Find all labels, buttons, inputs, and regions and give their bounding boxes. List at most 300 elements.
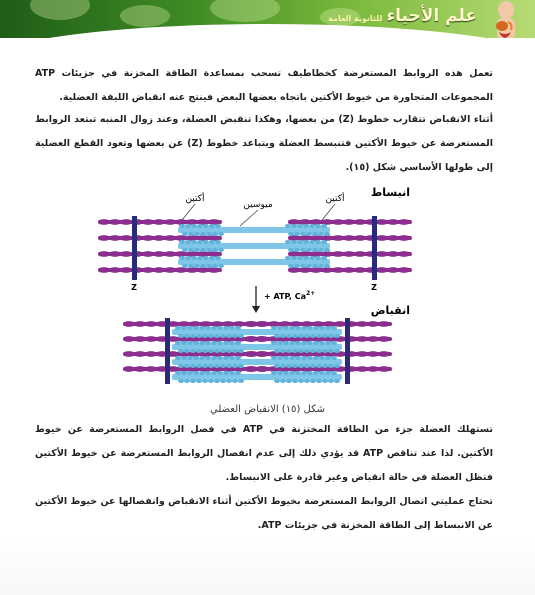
actin-filament-bead (145, 321, 157, 327)
myosin-filament-head (309, 256, 315, 260)
actin-filament-bead (123, 321, 135, 327)
myosin-filament-head (188, 232, 194, 236)
actin-filament-bead (387, 251, 399, 257)
actin-filament-bead (123, 336, 135, 342)
myosin-filament-head (187, 356, 193, 360)
actin-filament-bead (378, 336, 390, 342)
myosin-filament-head (178, 334, 184, 338)
myosin-filament-head (309, 240, 315, 244)
myosin-filament-head (325, 326, 331, 330)
actin-filament-bead (398, 219, 410, 225)
myosin-filament-head (200, 248, 206, 252)
myosin-filament-head (191, 256, 197, 260)
myosin-filament-head (304, 349, 310, 353)
z-line-left-relaxed (132, 216, 137, 280)
myosin-filament-head (202, 349, 208, 353)
myosin-filament-head (193, 371, 199, 375)
myosin-filament-head (289, 341, 295, 345)
actin-filament-bead (98, 267, 110, 273)
myosin-filament-head (218, 232, 224, 236)
myosin-filament-head (193, 341, 199, 345)
myosin-filament-head (178, 349, 184, 353)
myosin-filament-head (232, 379, 238, 383)
myosin-filament-head (203, 224, 209, 228)
myosin-filament-head (316, 379, 322, 383)
myosin-filament-head (283, 341, 289, 345)
myosin-filament-head (277, 326, 283, 330)
myosin-filament-head (319, 326, 325, 330)
myosin-filament-head (232, 364, 238, 368)
myosin-filament-head (215, 240, 221, 244)
myosin-pointer (240, 210, 258, 226)
myosin-filament-head (193, 356, 199, 360)
contracted-sarcomere (123, 318, 390, 384)
myosin-filament-head (211, 326, 217, 330)
myosin-filament-head (307, 341, 313, 345)
book-title: علم الأحياء (386, 6, 477, 26)
actin-filament-bead (376, 267, 388, 273)
actin-filament-bead (142, 235, 154, 241)
myosin-filament-head (197, 256, 203, 260)
figure-caption: شكل (١٥) الانقباض العضلي (209, 404, 325, 415)
actin-filament-bead (246, 366, 258, 372)
myosin-filament-head (182, 248, 188, 252)
myosin-filament-head (301, 341, 307, 345)
myosin-filament-head (318, 264, 324, 268)
myosin-filament-head (285, 240, 291, 244)
actin-filament-bead (246, 321, 258, 327)
myosin-filament-head (304, 334, 310, 338)
myosin-filament-head (185, 240, 191, 244)
myosin-filament-head (214, 334, 220, 338)
actin-filament-bead (109, 219, 121, 225)
actin-filament-bead (332, 235, 344, 241)
myosin-filament-head (212, 248, 218, 252)
actin-filament-bead (376, 235, 388, 241)
actin-filament-bead (134, 321, 146, 327)
actin-filament-bead (246, 351, 258, 357)
myosin-filament-head (220, 364, 226, 368)
actin-filament-bead (175, 219, 187, 225)
actin-filament-bead (164, 235, 176, 241)
myosin-filament-head (277, 371, 283, 375)
myosin-filament-head (215, 224, 221, 228)
myosin-filament-head (217, 356, 223, 360)
myosin-filament-head (211, 356, 217, 360)
myosin-filament-head (232, 334, 238, 338)
myosin-filament-head (310, 334, 316, 338)
actin-filament-bead (343, 235, 355, 241)
myosin-filament-head (211, 371, 217, 375)
myosin-filament-head (289, 326, 295, 330)
myosin-filament-head (232, 349, 238, 353)
myosin-filament-head (218, 248, 224, 252)
actin-filament-bead (109, 267, 121, 273)
myosin-filament-head (297, 240, 303, 244)
z-label-left: Z (131, 283, 137, 292)
myosin-filament-head (298, 349, 304, 353)
leaf-decoration (210, 0, 280, 22)
actin-filament-bead (288, 267, 300, 273)
actin-filament-bead (354, 219, 366, 225)
myosin-filament-head (300, 248, 306, 252)
myosin-filament-head (199, 356, 205, 360)
myosin-filament-head (300, 232, 306, 236)
myosin-filament-head (288, 232, 294, 236)
myosin-filament-head (175, 341, 181, 345)
myosin-filament-head (202, 364, 208, 368)
paragraph-1: تعمل هذه الروابط المستعرضة كخطاطيف تسحب بمساعدة الطاقة المخزنة في جزيئات ATP المجموعات المتجاورة من خيوط الأكتين باتجاه بعضها البعض فينتج عنه انقباض الليفة العضلية. (35, 68, 493, 103)
myosin-filament-head (196, 364, 202, 368)
myosin-filament-head (289, 371, 295, 375)
actin-filament-bead (367, 336, 379, 342)
myosin-filament-head (321, 256, 327, 260)
myosin-filament-head (321, 240, 327, 244)
myosin-filament-head (313, 371, 319, 375)
myosin-filament-head (291, 224, 297, 228)
myosin-filament-head (208, 334, 214, 338)
myosin-filament-head (197, 224, 203, 228)
myosin-filament-head (175, 326, 181, 330)
myosin-filament-head (324, 248, 330, 252)
myosin-filament-head (334, 334, 340, 338)
actin-filament-bead (356, 321, 368, 327)
myosin-filament-head (226, 334, 232, 338)
actin-filament-bead (398, 267, 410, 273)
myosin-filament-head (200, 232, 206, 236)
actin-filament-bead (301, 321, 313, 327)
myosin-filament-head (187, 371, 193, 375)
actin-filament-bead (197, 219, 209, 225)
myosin-filament-head (313, 326, 319, 330)
actin-filament-bead (376, 251, 388, 257)
page-header (0, 0, 535, 38)
myosin-filament-head (203, 256, 209, 260)
myosin-filament-head (303, 240, 309, 244)
myosin-filament-head (277, 341, 283, 345)
myosin-filament-head (292, 379, 298, 383)
actin-filament-bead (120, 267, 132, 273)
myosin-filament-head (322, 349, 328, 353)
myosin-filament-head (328, 334, 334, 338)
myosin-filament-head (238, 379, 244, 383)
myosin-filament-head (187, 326, 193, 330)
reagent-label: + ATP, $Ca^{2+}$ (264, 290, 316, 301)
myosin-filament-head (298, 379, 304, 383)
myosin-filament-head (229, 326, 235, 330)
actin-filament-bead (120, 219, 132, 225)
myosin-filament-head (331, 356, 337, 360)
myosin-filament-head (175, 371, 181, 375)
myosin-filament-head (194, 264, 200, 268)
actin-filament-bead (356, 351, 368, 357)
actin-filament-bead (153, 251, 165, 257)
myosin-filament-head (300, 264, 306, 268)
actin-filament-bead (387, 267, 399, 273)
myosin-filament-head (321, 224, 327, 228)
paragraph-4: تحتاج عمليتي اتصال الروابط المستعرضة بخيوط الأكتين أثناء الانقباض وانفصالها عن خيوط الأكتين عن الانبساط إلى الطاقة المخزنة في جزيئات ATP. (35, 496, 493, 531)
myosin-filament-head (291, 256, 297, 260)
brand (328, 6, 477, 26)
myosin-filament-head (235, 371, 241, 375)
myosin-filament-head (208, 379, 214, 383)
actin-filament-bead (387, 235, 399, 241)
myosin-filament-head (303, 256, 309, 260)
myosin-filament-head (212, 264, 218, 268)
myosin-filament-head (179, 256, 185, 260)
myosin-filament-head (295, 356, 301, 360)
myosin-filament-head (181, 356, 187, 360)
myosin-filament-head (184, 364, 190, 368)
myosin-filament-head (223, 326, 229, 330)
actin-filament-bead (343, 267, 355, 273)
myosin-filament-head (291, 240, 297, 244)
myosin-filament-head (178, 379, 184, 383)
actin-pointer-right (322, 204, 335, 220)
actin-filament-bead (376, 219, 388, 225)
myosin-filament-head (283, 371, 289, 375)
myosin-filament-head (334, 364, 340, 368)
myosin-filament-head (214, 364, 220, 368)
myosin-filament-head (328, 364, 334, 368)
z-line-right-relaxed (372, 216, 377, 280)
actin-filament-bead (332, 251, 344, 257)
myosin-filament-head (285, 224, 291, 228)
myosin-filament-head (289, 356, 295, 360)
myosin-filament-head (315, 256, 321, 260)
myosin-filament-head (182, 264, 188, 268)
contracted-label: انقباض (370, 304, 410, 317)
myosin-filament-head (297, 224, 303, 228)
myosin-filament-head (206, 248, 212, 252)
myosin-filament-head (206, 264, 212, 268)
actin-filament-bead (354, 235, 366, 241)
myosin-filament-head (312, 232, 318, 236)
actin-filament-bead (257, 366, 269, 372)
myosin-filament-head (188, 264, 194, 268)
myosin-filament-head (205, 341, 211, 345)
myosin-filament-head (315, 224, 321, 228)
actin-filament-bead (343, 251, 355, 257)
actin-filament-bead (123, 366, 135, 372)
myosin-filament-head (187, 341, 193, 345)
myosin-filament-head (202, 334, 208, 338)
actin-filament-bead (164, 267, 176, 273)
myosin-filament-head (229, 341, 235, 345)
myosin-filament-head (292, 349, 298, 353)
header-curve (0, 24, 535, 38)
myosin-filament-head (295, 341, 301, 345)
actin-filament-bead (257, 351, 269, 357)
myosin-filament-head (306, 232, 312, 236)
actin-label-left: أكتين (185, 194, 205, 204)
myosin-filament-head (211, 341, 217, 345)
myosin-filament-head (229, 356, 235, 360)
actin-label-right: أكتين (325, 194, 345, 204)
myosin-filament-head (304, 379, 310, 383)
myosin-filament-head (271, 356, 277, 360)
myosin-filament-head (185, 224, 191, 228)
actin-filament-bead (120, 235, 132, 241)
myosin-filament-head (179, 240, 185, 244)
actin-filament-bead (142, 251, 154, 257)
muscle-contraction-figure (90, 186, 520, 408)
leaf-decoration (120, 5, 170, 27)
myosin-filament-head (208, 349, 214, 353)
myosin-filament-head (280, 364, 286, 368)
myosin-filament-head (226, 349, 232, 353)
myosin-filament-head (306, 264, 312, 268)
myosin-filament-head (301, 356, 307, 360)
myosin-filament-head (288, 264, 294, 268)
myosin-filament-head (316, 364, 322, 368)
myosin-filament-head (304, 364, 310, 368)
myosin-filament-head (294, 248, 300, 252)
relaxed-label: انبساط (370, 186, 410, 199)
book-subtitle: للثانوية العامة (328, 14, 383, 23)
myosin-filament-head (184, 334, 190, 338)
myosin-filament-head (194, 232, 200, 236)
myosin-filament-head (271, 341, 277, 345)
myosin-filament-head (306, 248, 312, 252)
myosin-filament-head (295, 326, 301, 330)
actin-filament-bead (134, 366, 146, 372)
myosin-filament-head (181, 341, 187, 345)
actin-filament-bead (98, 219, 110, 225)
myosin-filament-head (191, 240, 197, 244)
myosin-filament-head (214, 349, 220, 353)
myosin-filament-head (322, 379, 328, 383)
actin-filament-bead (233, 321, 245, 327)
myosin-filament-head (194, 248, 200, 252)
myosin-filament-head (316, 334, 322, 338)
myosin-filament-head (274, 364, 280, 368)
myosin-filament-head (294, 264, 300, 268)
myosin-filament-head (196, 349, 202, 353)
myosin-filament-head (218, 264, 224, 268)
myosin-filament-head (190, 379, 196, 383)
myosin-filament-head (277, 356, 283, 360)
actin-filament-bead (334, 321, 346, 327)
myosin-filament-head (235, 356, 241, 360)
actin-pointer-left (182, 204, 195, 220)
myosin-filament-head (217, 341, 223, 345)
actin-filament-bead (134, 336, 146, 342)
myosin-filament-head (217, 326, 223, 330)
myosin-filament-head (322, 364, 328, 368)
myosin-filament-head (298, 334, 304, 338)
digestive-system-icon (485, 0, 527, 38)
leaf-decoration (30, 0, 90, 20)
myosin-filament-head (212, 232, 218, 236)
actin-filament-bead (332, 219, 344, 225)
relaxed-myosin-filaments (178, 224, 330, 268)
z-line-right-contracted (345, 318, 350, 384)
myosin-filament-head (286, 364, 292, 368)
actin-filament-bead (378, 321, 390, 327)
myosin-filament-head (184, 379, 190, 383)
myosin-filament-head (196, 379, 202, 383)
myosin-filament-head (315, 240, 321, 244)
myosin-filament-head (175, 356, 181, 360)
myosin-filament-head (307, 371, 313, 375)
myosin-filament-head (235, 341, 241, 345)
myosin-filament-head (301, 371, 307, 375)
myosin-filament-head (196, 334, 202, 338)
myosin-filament-head (197, 240, 203, 244)
myosin-filament-head (325, 371, 331, 375)
myosin-filament-head (220, 349, 226, 353)
myosin-filament-head (328, 349, 334, 353)
myosin-filament-head (301, 326, 307, 330)
myosin-filament-head (226, 364, 232, 368)
myosin-filament-head (334, 379, 340, 383)
myosin-filament-head (200, 264, 206, 268)
myosin-filament-head (271, 326, 277, 330)
myosin-filament-head (294, 232, 300, 236)
myosin-filament-head (292, 334, 298, 338)
myosin-filament-head (319, 341, 325, 345)
myosin-filament-head (312, 264, 318, 268)
myosin-filament-head (220, 334, 226, 338)
actin-filament-bead (367, 321, 379, 327)
actin-filament-bead (387, 219, 399, 225)
myosin-filament-head (331, 371, 337, 375)
myosin-filament-head (316, 349, 322, 353)
myosin-filament-head (205, 326, 211, 330)
myosin-filament-head (331, 341, 337, 345)
z-label-right: Z (371, 283, 377, 292)
myosin-filament-head (199, 341, 205, 345)
myosin-filament-head (280, 379, 286, 383)
myosin-filament-head (274, 334, 280, 338)
actin-filament-bead (356, 336, 368, 342)
myosin-filament-head (283, 326, 289, 330)
myosin-filament-head (309, 224, 315, 228)
myosin-filament-head (328, 379, 334, 383)
myosin-filament-head (205, 371, 211, 375)
myosin-filament-head (292, 364, 298, 368)
myosin-filament-head (297, 256, 303, 260)
myosin-filament-head (199, 326, 205, 330)
myosin-filament-head (217, 371, 223, 375)
myosin-filament-head (223, 371, 229, 375)
myosin-filament-head (181, 371, 187, 375)
actin-filament-bead (257, 336, 269, 342)
actin-filament-bead (367, 366, 379, 372)
myosin-filament-head (310, 364, 316, 368)
myosin-filament-head (286, 334, 292, 338)
myosin-filament-head (319, 356, 325, 360)
page-bottom-shade (0, 540, 535, 595)
myosin-filament-head (319, 371, 325, 375)
myosin-filament-head (238, 364, 244, 368)
myosin-filament-head (202, 379, 208, 383)
myosin-filament-head (286, 379, 292, 383)
myosin-filament-head (271, 371, 277, 375)
myosin-filament-head (238, 349, 244, 353)
actin-filament-bead (153, 235, 165, 241)
actin-filament-bead (153, 219, 165, 225)
myosin-filament-head (223, 356, 229, 360)
myosin-filament-head (191, 224, 197, 228)
myosin-filament-head (318, 232, 324, 236)
myosin-filament-head (209, 256, 215, 260)
actin-filament-bead (98, 251, 110, 257)
actin-filament-bead (354, 267, 366, 273)
myosin-filament-head (322, 334, 328, 338)
actin-filament-bead (145, 336, 157, 342)
